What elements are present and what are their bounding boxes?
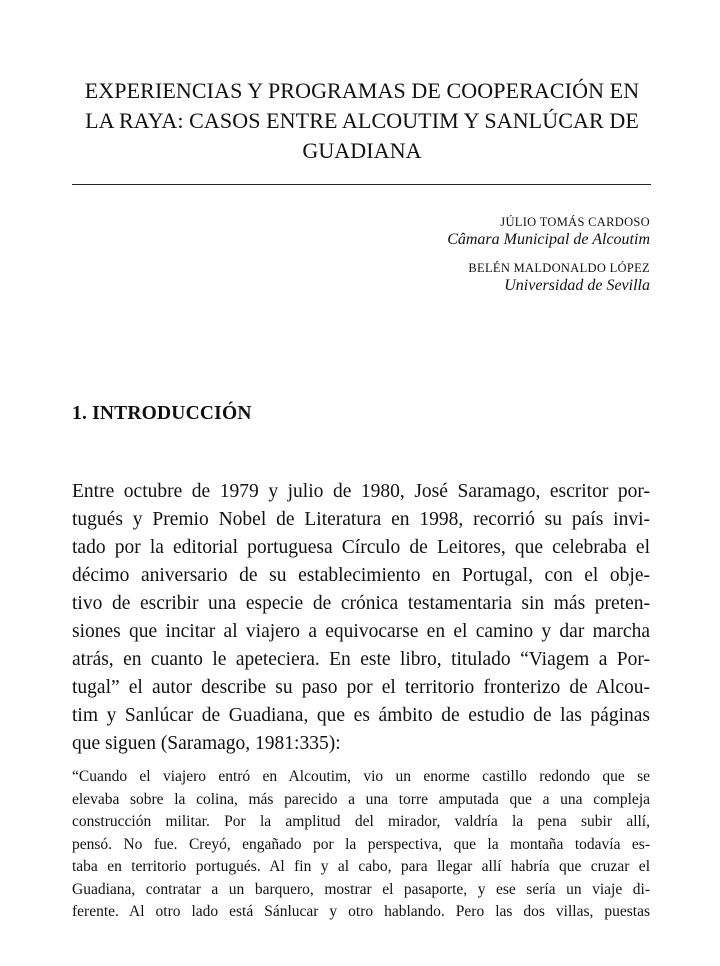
author-affiliation: Universidad de Sevilla [504,277,650,294]
body-line: tim y Sanlúcar de Guadiana, que es ámbito de estudio de las páginas [72,705,650,726]
body-line: tugués y Premio Nobel de Literatura en 1998, recorrió su país invi- [72,509,650,530]
chapter-title-line: LA RAYA: CASOS ENTRE ALCOUTIM Y SANLÚCAR DE [85,108,639,133]
quote-line: construcción militar. Por la amplitud del mirador, valdría la pena subir allí, [72,813,650,830]
quote-line: Guadiana, contratar a un barquero, mostrar el pasaporte, y ese sería un viaje di- [72,880,650,898]
author-name: BELÉN MALDONALDO LÓPEZ [468,261,650,275]
author-list [447,214,650,296]
body-line: tivo de escribir una especie de crónica testamentaria sin más preten- [72,593,650,614]
quote-line: taba en territorio portugués. Al fin y al cabo, para llegar allí habría que cruzar el [72,858,650,875]
body-line: décimo aniversario de su establecimiento en Portugal, con el obje- [72,565,650,586]
body-line: que siguen (Saramago, 1981:335): [72,733,341,754]
quote-line: “Cuando el viajero entró en Alcoutim, vio un enorme castillo redondo que se [72,768,650,785]
quote-line: ferente. Al otro lado está Sánlucar y otro hablando. Pero las dos villas, puestas [72,903,650,920]
section-heading: 1. INTRODUCCIÓN [72,403,252,424]
title-divider [72,184,651,185]
body-paragraph [72,478,650,758]
block-quote [72,766,650,924]
chapter-title-line: GUADIANA [302,138,422,163]
body-line: Entre octubre de 1979 y julio de 1980, José Saramago, escritor por- [72,481,650,502]
body-line: tado por la editorial portuguesa Círculo de Leitores, que celebraba el [72,537,650,558]
quote-line: pensó. No fue. Creyó, engañado por la perspectiva, que la montaña todavía es- [72,835,650,853]
author-affiliation: Câmara Municipal de Alcoutim [447,231,650,248]
body-line: tugal” el autor describe su paso por el territorio fronterizo de Alcou- [72,677,650,698]
body-line: siones que incitar al viajero a equivocarse en el camino y dar marcha [72,621,650,642]
chapter-title [72,76,652,166]
author-block [447,214,650,250]
quote-line: elevaba sobre la colina, más parecido a una torre amputada que a una compleja [72,790,650,808]
author-block [447,260,650,296]
chapter-title-line: EXPERIENCIAS Y PROGRAMAS DE COOPERACIÓN EN [84,78,640,103]
author-name: JÚLIO TOMÁS CARDOSO [500,215,650,229]
body-line: atrás, en cuanto le apeteciera. En este libro, titulado “Viagem a Por- [72,649,650,670]
